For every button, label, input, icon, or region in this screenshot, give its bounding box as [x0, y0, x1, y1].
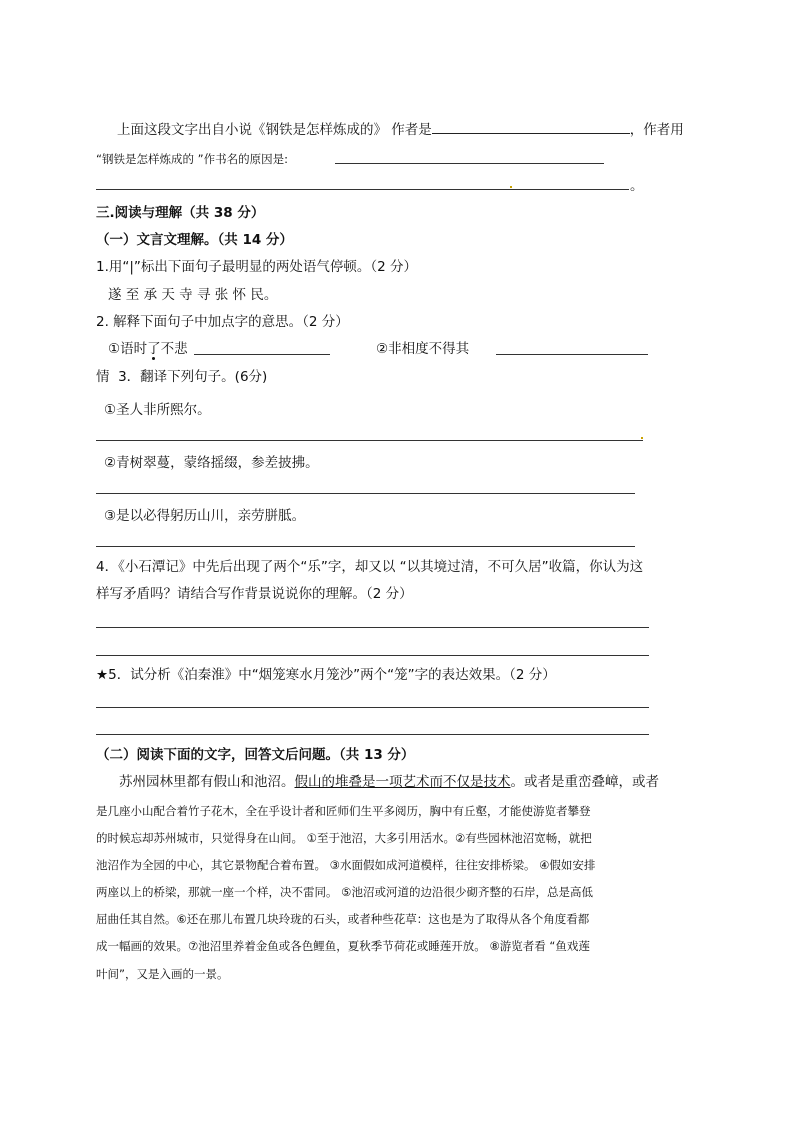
passage-paragraph-start: [119, 773, 659, 791]
q4-prompt-line2: 样写矛盾吗？请结合写作背景说说你的理解。（2 分）: [96, 586, 413, 602]
passage-line: 两座以上的桥梁，那就一座一个样，决不雷同。 ⑤池沼或河道的边沿很少砌齐整的石岸，总是高低: [96, 885, 593, 899]
q2-item-b-end-text: 情: [96, 369, 110, 385]
passage-line: 池沼作为全园的中心，其它景物配合着布置。 ③水面假如成河道模样，往往安排桥梁。 ④假如安排: [96, 858, 596, 872]
q1-prompt: 1.用“|”标出下面句子最明显的两处语气停顿。（2 分）: [96, 259, 418, 275]
q2-item-b-end: [96, 368, 267, 386]
q3-sentence-3: ③是以必得躬历山川，亲劳胼胝。: [104, 508, 306, 524]
q2-item-a-text: ①语时: [108, 341, 148, 357]
source-question-line1: [117, 119, 684, 139]
stray-dot-2: [641, 437, 643, 439]
q3-sentence-2: ②青树翠蔓，蒙络摇缀，参差披拂。: [104, 455, 319, 471]
line-end-period: 。: [630, 178, 644, 194]
q5-answer-line-1[interactable]: [96, 707, 649, 708]
title-reason-answer-blank-2[interactable]: [96, 189, 629, 190]
dotted-character: [147, 341, 161, 357]
q2-a-answer-blank[interactable]: [194, 354, 330, 355]
underlined-sentence: 假山的堆叠是一项艺术而不仅是技术: [294, 774, 511, 790]
part1-title: （一）文言文理解。（共 14 分）: [96, 232, 293, 248]
passage-line: 叶间”，又是入画的一景。: [96, 967, 229, 981]
title-reason-question: [96, 150, 288, 168]
passage-text: 苏州园林里都有假山和池沼。: [119, 774, 295, 790]
source-question-text-end: ，作者用: [629, 122, 684, 138]
q2-item-b: ②非相度不得其: [376, 341, 470, 357]
emphasis-dot-icon: [152, 357, 155, 360]
passage-text-end: 。或者是重峦叠嶂，或者: [510, 774, 659, 790]
section-title: 三.阅读与理解（共 38 分）: [96, 205, 265, 221]
q2-item-a-text-end: 不悲: [160, 341, 188, 357]
part2-title: （二）阅读下面的文字，回答文后问题。（共 13 分）: [96, 747, 415, 763]
passage-line: 屈曲任其自然。⑥还在那儿布置几块玲珑的石头，或者种些花草：这也是为了取得从各个角度看都: [96, 912, 590, 926]
q4-prompt-line1: 4．《小石潭记》中先后出现了两个“乐”字，却又以 “以其境过清，不可久居”收篇，你认为这: [96, 559, 644, 575]
q3-1-answer-line[interactable]: [96, 440, 643, 441]
passage-line: 的时候忘却苏州城市，只觉得身在山间。 ①至于池沼，大多引用活水。②有些园林池沼宽畅，就把: [96, 831, 592, 845]
title-reason-text: “钢铁是怎样炼成的 ”作书名的原因是:: [96, 152, 288, 166]
dotted-character-text: 了: [147, 341, 161, 357]
q2-prompt: 2. 解释下面句子中加点字的意思。（2 分）: [96, 314, 349, 330]
q3-2-answer-line[interactable]: [96, 493, 635, 494]
q3-3-answer-line[interactable]: [96, 546, 635, 547]
stray-dot: [510, 186, 512, 188]
q5-prompt: ★5．试分析《泊秦淮》中“烟笼寒水月笼沙”两个“笼”字的表达效果。（2 分）: [96, 667, 556, 683]
q3-prompt: 3．翻译下列句子。(6分): [118, 369, 268, 385]
q5-answer-line-2[interactable]: [96, 734, 649, 735]
q2-item-a: [108, 340, 188, 358]
passage-line: 成一幅画的效果。⑦池沼里养着金鱼或各色鲤鱼，夏秋季节荷花或睡莲开放。 ⑧游览者看 “鱼戏莲: [96, 939, 590, 953]
title-reason-answer-blank[interactable]: [335, 163, 604, 164]
q4-answer-line-1[interactable]: [96, 627, 649, 628]
passage-line: 是几座小山配合着竹子花木，全在乎设计者和匠师们生平多阅历，胸中有丘壑，才能使游览者攀登: [96, 804, 591, 818]
source-question-text: 上面这段文字出自小说《钢铁是怎样炼成的》 作者是: [117, 122, 432, 138]
q1-sentence: 遂 至 承 天 寺 寻 张 怀 民。: [108, 287, 278, 303]
author-answer-blank[interactable]: [432, 119, 630, 134]
q3-sentence-1: ①圣人非所熙尔。: [104, 402, 211, 418]
q2-b-answer-blank[interactable]: [496, 354, 648, 355]
q4-answer-line-2[interactable]: [96, 655, 649, 656]
